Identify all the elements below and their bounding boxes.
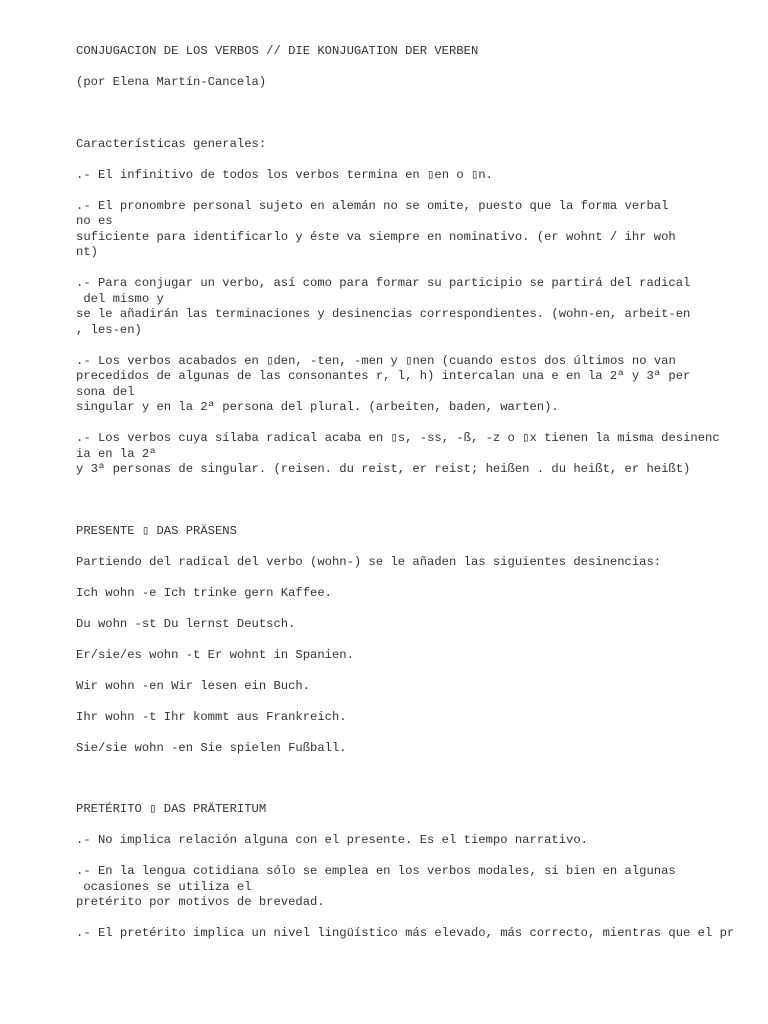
document-author: (por Elena Martín-Cancela)	[76, 75, 267, 89]
paragraph-line: ia en la 2ª	[76, 446, 157, 461]
paragraph-line: no es	[76, 214, 113, 228]
conjugation-row: Ihr wohn -t Ihr kommt aus Frankreich.	[76, 709, 347, 724]
paragraph-line: singular y en la 2ª persona del plural. (arbeiten, baden, warten).	[76, 400, 559, 414]
paragraph-line: y 3ª personas de singular. (reisen. du reist, er reist; heißen . du heißt, er heißt)	[76, 462, 691, 476]
paragraph-line: nt)	[76, 245, 98, 259]
paragraph-line: precedidos de algunas de las consonantes r, l, h) intercalan una e en la 2ª y 3ª per	[76, 369, 691, 383]
paragraph-line: sona del	[76, 384, 135, 399]
preterito-heading: PRETÉRITO ▯ DAS PRÄTERITUM	[76, 802, 267, 816]
conjugation-row: Ich wohn -e Ich trinke gern Kaffee.	[76, 585, 332, 600]
document-title: CONJUGACION DE LOS VERBOS // DIE KONJUGATION DER VERBEN	[76, 44, 479, 58]
preterito-paragraph-3	[76, 926, 768, 942]
paragraph-line: .- El pretérito implica un nivel lingüístico más elevado, más correcto, mientras que el pr	[76, 926, 735, 940]
paragraph-line: .- Los verbos acabados en ▯den, -ten, -men y ▯nen (cuando estos dos últimos no van	[76, 353, 676, 368]
general-paragraph-2	[76, 199, 766, 261]
paragraph-line: ocasiones se utiliza el	[76, 879, 252, 894]
paragraph-line: del mismo y	[76, 291, 164, 306]
preterito-paragraph-2	[76, 864, 766, 911]
presente-conjugation-list	[76, 586, 766, 757]
conjugation-row: Sie/sie wohn -en Sie spielen Fußball.	[76, 740, 347, 755]
paragraph-line: pretérito por motivos de brevedad.	[76, 895, 325, 909]
paragraph-line: , les-en)	[76, 322, 142, 337]
general-paragraph-1	[76, 168, 766, 184]
paragraph-line: .- El pronombre personal sujeto en alemán no se omite, puesto que la forma verbal	[76, 198, 669, 213]
paragraph-line: se le añadirán las terminaciones y desinencias correspondientes. (wohn-en, arbeit-en	[76, 307, 691, 321]
conjugation-row: Er/sie/es wohn -t Er wohnt in Spanien.	[76, 647, 354, 662]
paragraph-line: .- El infinitivo de todos los verbos termina en ▯en o ▯n.	[76, 167, 493, 182]
presente-heading: PRESENTE ▯ DAS PRÄSENS	[76, 523, 237, 538]
document-page	[76, 44, 766, 942]
conjugation-row: Wir wohn -en Wir lesen ein Buch.	[76, 678, 311, 693]
general-paragraph-4	[76, 354, 766, 416]
paragraph-line: .- En la lengua cotidiana sólo se emplea en los verbos modales, si bien en algunas	[76, 864, 676, 878]
general-paragraph-3	[76, 276, 766, 338]
paragraph-line: suficiente para identificarlo y éste va siempre en nominativo. (er wohnt / ihr woh	[76, 229, 676, 244]
paragraph-line: .- No implica relación alguna con el presente. Es el tiempo narrativo.	[76, 833, 588, 847]
conjugation-row: Du wohn -st Du lernst Deutsch.	[76, 616, 296, 631]
general-paragraph-5	[76, 431, 766, 478]
paragraph-line: .- Los verbos cuya sílaba radical acaba en ▯s, -ss, -ß, -z o ▯x tienen la misma desinenc	[76, 431, 720, 445]
paragraph-line: .- Para conjugar un verbo, así como para formar su participio se partirá del radical	[76, 276, 691, 290]
general-heading: Características generales:	[76, 136, 267, 151]
presente-intro: Partiendo del radical del verbo (wohn-) se le añaden las siguientes desinencias:	[76, 554, 662, 569]
preterito-paragraph-1	[76, 833, 766, 849]
